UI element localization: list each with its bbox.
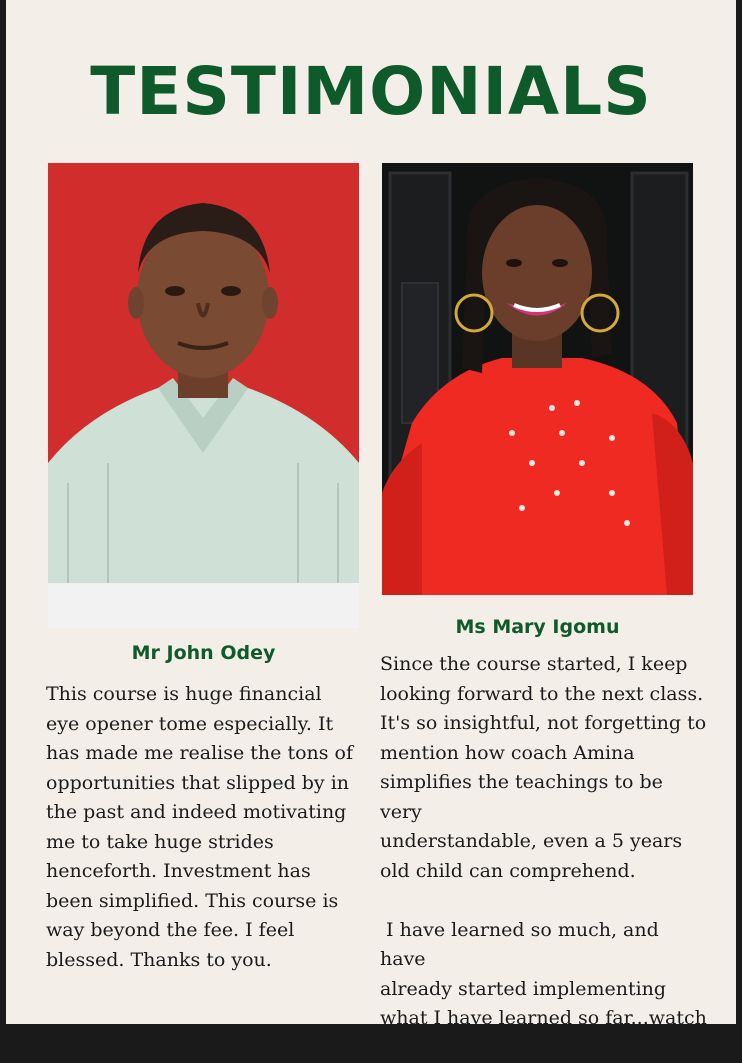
testimonial-text-john: This course is huge financial eye opener tome especially. It has made me realise the tons of opportunities that slipped by in the past and indeed motivating me to take huge strides henceforth. Investment has been simplified. This course is way beyond the fee. I feel blessed. Thanks to you. (46, 683, 354, 971)
testimonial-name-john: Mr John Odey (131, 642, 276, 664)
testimonial-text-mary: Since the course started, I keep looking forward to the next class. It's so insightful, not forgetting to mention how coach Amina simplifies the teachings to be very understandable, even a 5 years old child can comprehend. I have learned so much, and have already started implementing what I have learned so far...watch out for the next big thing loading. (380, 653, 707, 1059)
testimonials-page (6, 0, 736, 1059)
testimonial-photo-john (48, 163, 359, 628)
testimonial-photo-mary (382, 163, 693, 595)
testimonial-name-mary: Ms Mary Igomu (455, 616, 620, 638)
page-title: TESTIMONIALS (90, 53, 652, 130)
